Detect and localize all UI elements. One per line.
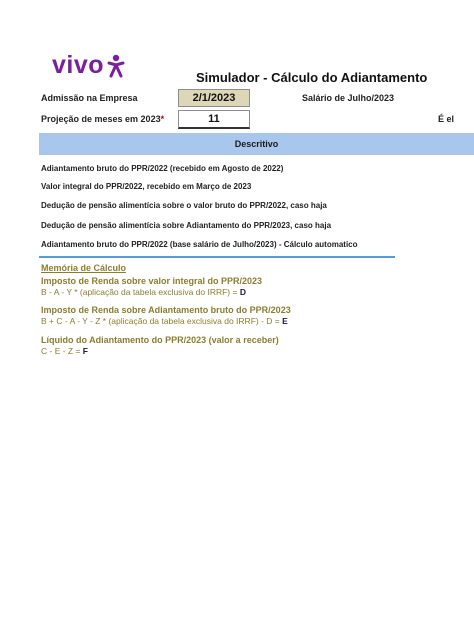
descritivo-row: Valor integral do PPR/2022, recebido em Março de 2023	[41, 182, 252, 191]
descritivo-row: Adiantamento bruto do PPR/2022 (recebido em Agosto de 2022)	[41, 164, 284, 173]
page-title: Simulador - Cálculo do Adiantamento	[196, 70, 428, 85]
formula-result: F	[82, 346, 88, 356]
salario-label: Salário de Julho/2023	[302, 93, 395, 103]
required-mark: *	[160, 114, 165, 124]
memoria-formula	[41, 346, 88, 356]
descritivo-row: Dedução de pensão alimentícia sobre o valor bruto do PPR/2022, caso haja	[41, 201, 327, 210]
memoria-formula	[41, 316, 288, 326]
descritivo-row: Dedução de pensão alimentícia sobre Adiantamento do PPR/2023, caso haja	[41, 221, 332, 230]
vivo-logo	[52, 51, 125, 80]
memoria-formula	[41, 287, 246, 297]
vivo-person-icon	[107, 54, 125, 78]
logo-text: vivo	[52, 51, 105, 79]
admissao-date-input[interactable]: 2/1/2023	[178, 89, 250, 107]
formula-text: B + C - A - Y - Z * (aplicação da tabela exclusiva do IRRF) - D =	[41, 316, 283, 326]
section-divider	[39, 256, 395, 258]
cut-off-text: É el	[438, 114, 455, 124]
formula-result: D	[239, 287, 246, 297]
formula-result: E	[282, 316, 288, 326]
descritivo-header: Descritivo	[39, 133, 474, 155]
memoria-heading: Imposto de Renda sobre Adiantamento bruto do PPR/2023	[41, 305, 291, 315]
formula-text: B - A - Y * (aplicação da tabela exclusiva do IRRF) =	[41, 287, 240, 297]
descritivo-row: Adiantamento bruto do PPR/2022 (base salário de Julho/2023) - Cálculo automatico	[41, 240, 358, 249]
admissao-label: Admissão na Empresa	[41, 93, 138, 103]
memoria-heading: Líquido do Adiantamento do PPR/2023 (valor a receber)	[41, 335, 279, 345]
memoria-heading: Imposto de Renda sobre valor integral do PPR/2023	[41, 276, 263, 286]
projecao-label	[41, 114, 164, 124]
memoria-title: Memória de Cálculo	[41, 263, 127, 273]
formula-text: C - E - Z =	[41, 346, 83, 356]
projecao-meses-input[interactable]: 11	[178, 110, 250, 129]
projecao-label-text: Projeção de meses em 2023	[41, 114, 161, 124]
